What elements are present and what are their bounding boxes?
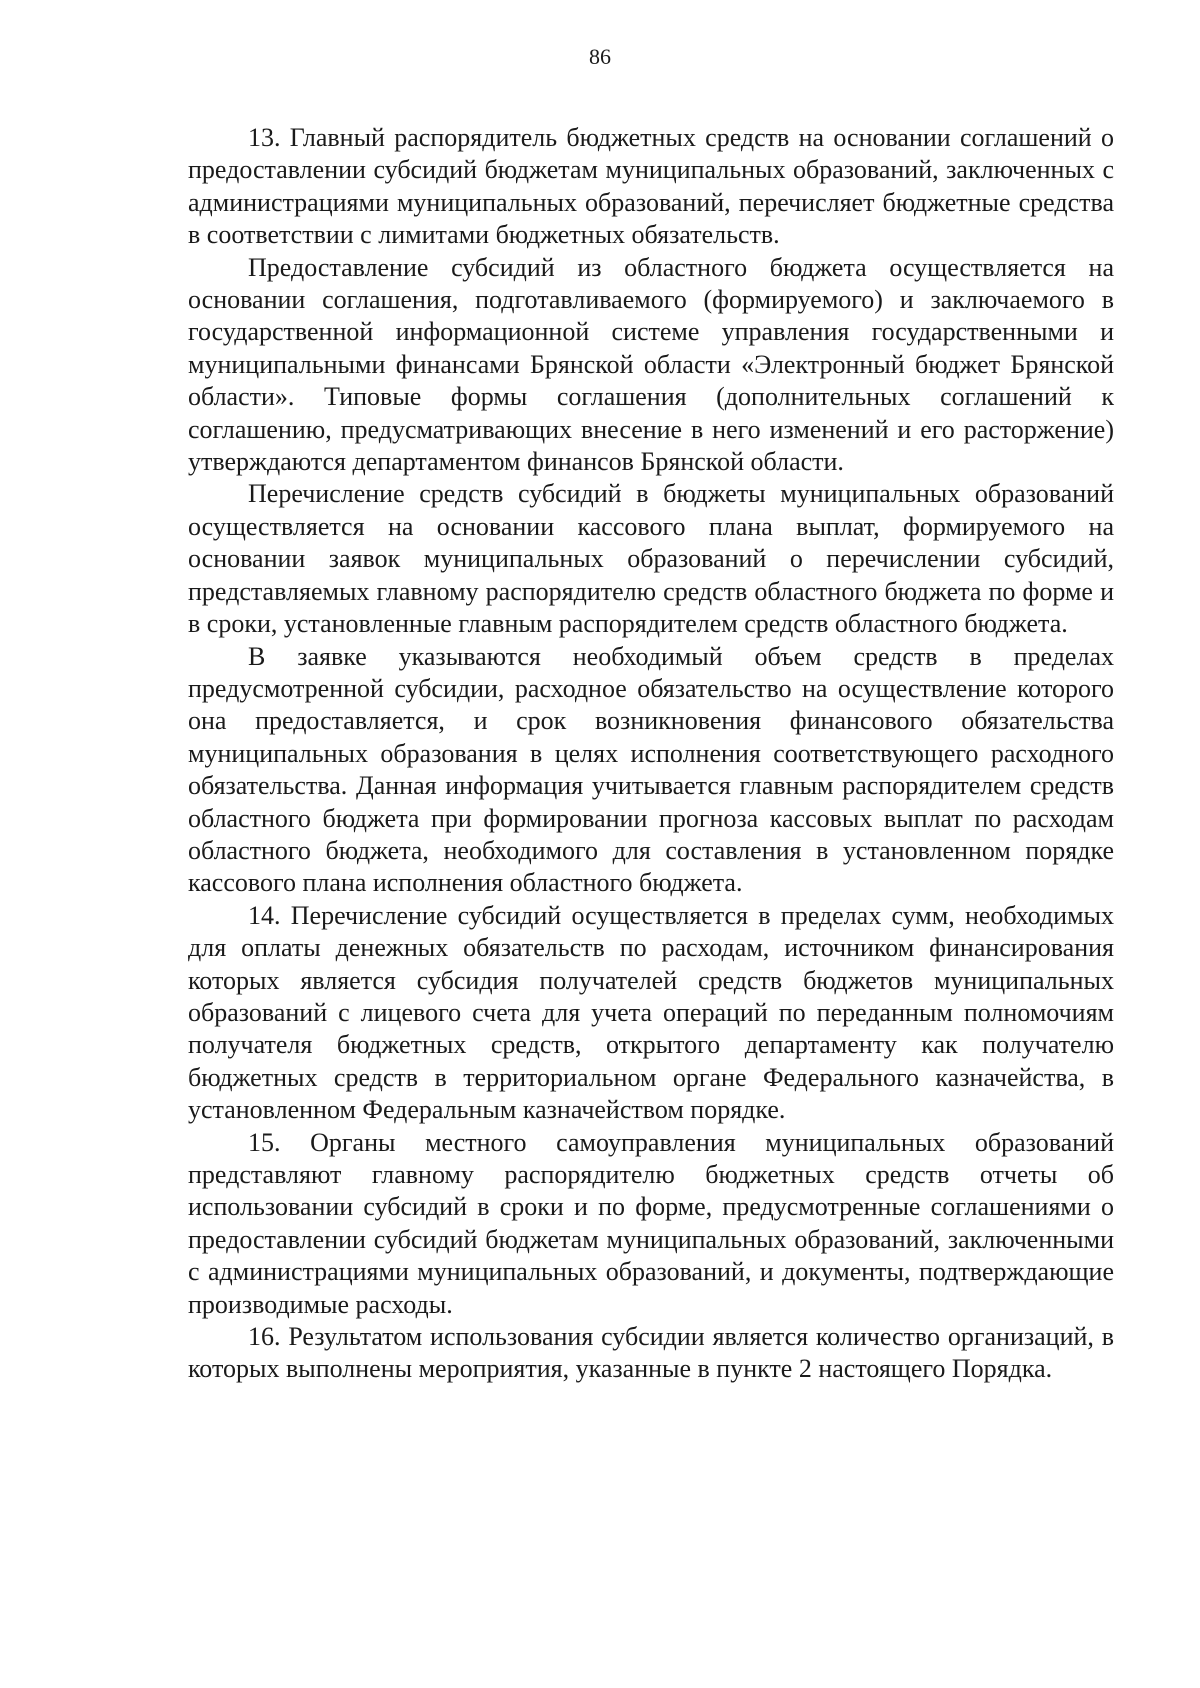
paragraph-16: 16. Результатом использования субсидии является количество организаций, в которых выполнены мероприятия, указанные в пункте 2 настоящего Порядка. (188, 1322, 1114, 1384)
paragraph-subsidy-transfer: Перечисление средств субсидий в бюджеты муниципальных образований осуществляется на основании кассового плана выплат, формируемого на основании заявок муниципальных образований о перечислении субсидий, представляемых главному распорядителю средств областного бюджета по форме и в сроки, установленные главным распорядителем средств областного бюджета. (188, 479, 1114, 639)
paragraph-14: 14. Перечисление субсидий осуществляется в пределах сумм, необходимых для оплаты денежных обязательств по расходам, источником финансирования которых является субсидия получателей средств бюджетов муниципальных образований с лицевого счета для учета операций по переданным полномочиям получателя бюджетных средств, открытого департаменту как получателю бюджетных средств в территориальном органе Федерального казначейства, в установленном Федеральным казначейством порядке. (188, 900, 1114, 1125)
paragraph-15: 15. Органы местного самоуправления муниципальных образований представляют главному распорядителю бюджетных средств отчеты об использовании субсидий в сроки и по форме, предусмотренные соглашениями о предоставлении субсидий бюджетам муниципальных образований, заключенными с администрациями муниципальных образований, и документы, подтверждающие производимые расходы. (188, 1127, 1114, 1319)
document-body (188, 122, 1114, 1386)
paragraph-subsidy-agreement: Предоставление субсидий из областного бюджета осуществляется на основании соглашения, подготавливаемого (формируемого) и заключаемого в государственной информационной системе управления государственными и муниципальными финансами Брянской области «Электронный бюджет Брянской области». Типовые формы соглашения (дополнительных соглашений к соглашению, предусматривающих внесение в него изменений и его расторжение) утверждаются департаментом финансов Брянской области. (188, 252, 1114, 477)
paragraph-13: 13. Главный распорядитель бюджетных средств на основании соглашений о предоставлении субсидий бюджетам муниципальных образований, заключенных с администрациями муниципальных образований, перечисляет бюджетные средства в соответствии с лимитами бюджетных обязательств. (188, 123, 1114, 250)
paragraph-application: В заявке указываются необходимый объем средств в пределах предусмотренной субсидии, расходное обязательство на осуществление которого она предоставляется, и срок возникновения финансового обязательства муниципальных образования в целях исполнения соответствующего расходного обязательства. Данная информация учитывается главным распорядителем средств областного бюджета при формировании прогноза кассовых выплат по расходам областного бюджета, необходимого для составления в установленном порядке кассового плана исполнения областного бюджета. (188, 641, 1114, 898)
page-number: 86 (589, 44, 611, 69)
